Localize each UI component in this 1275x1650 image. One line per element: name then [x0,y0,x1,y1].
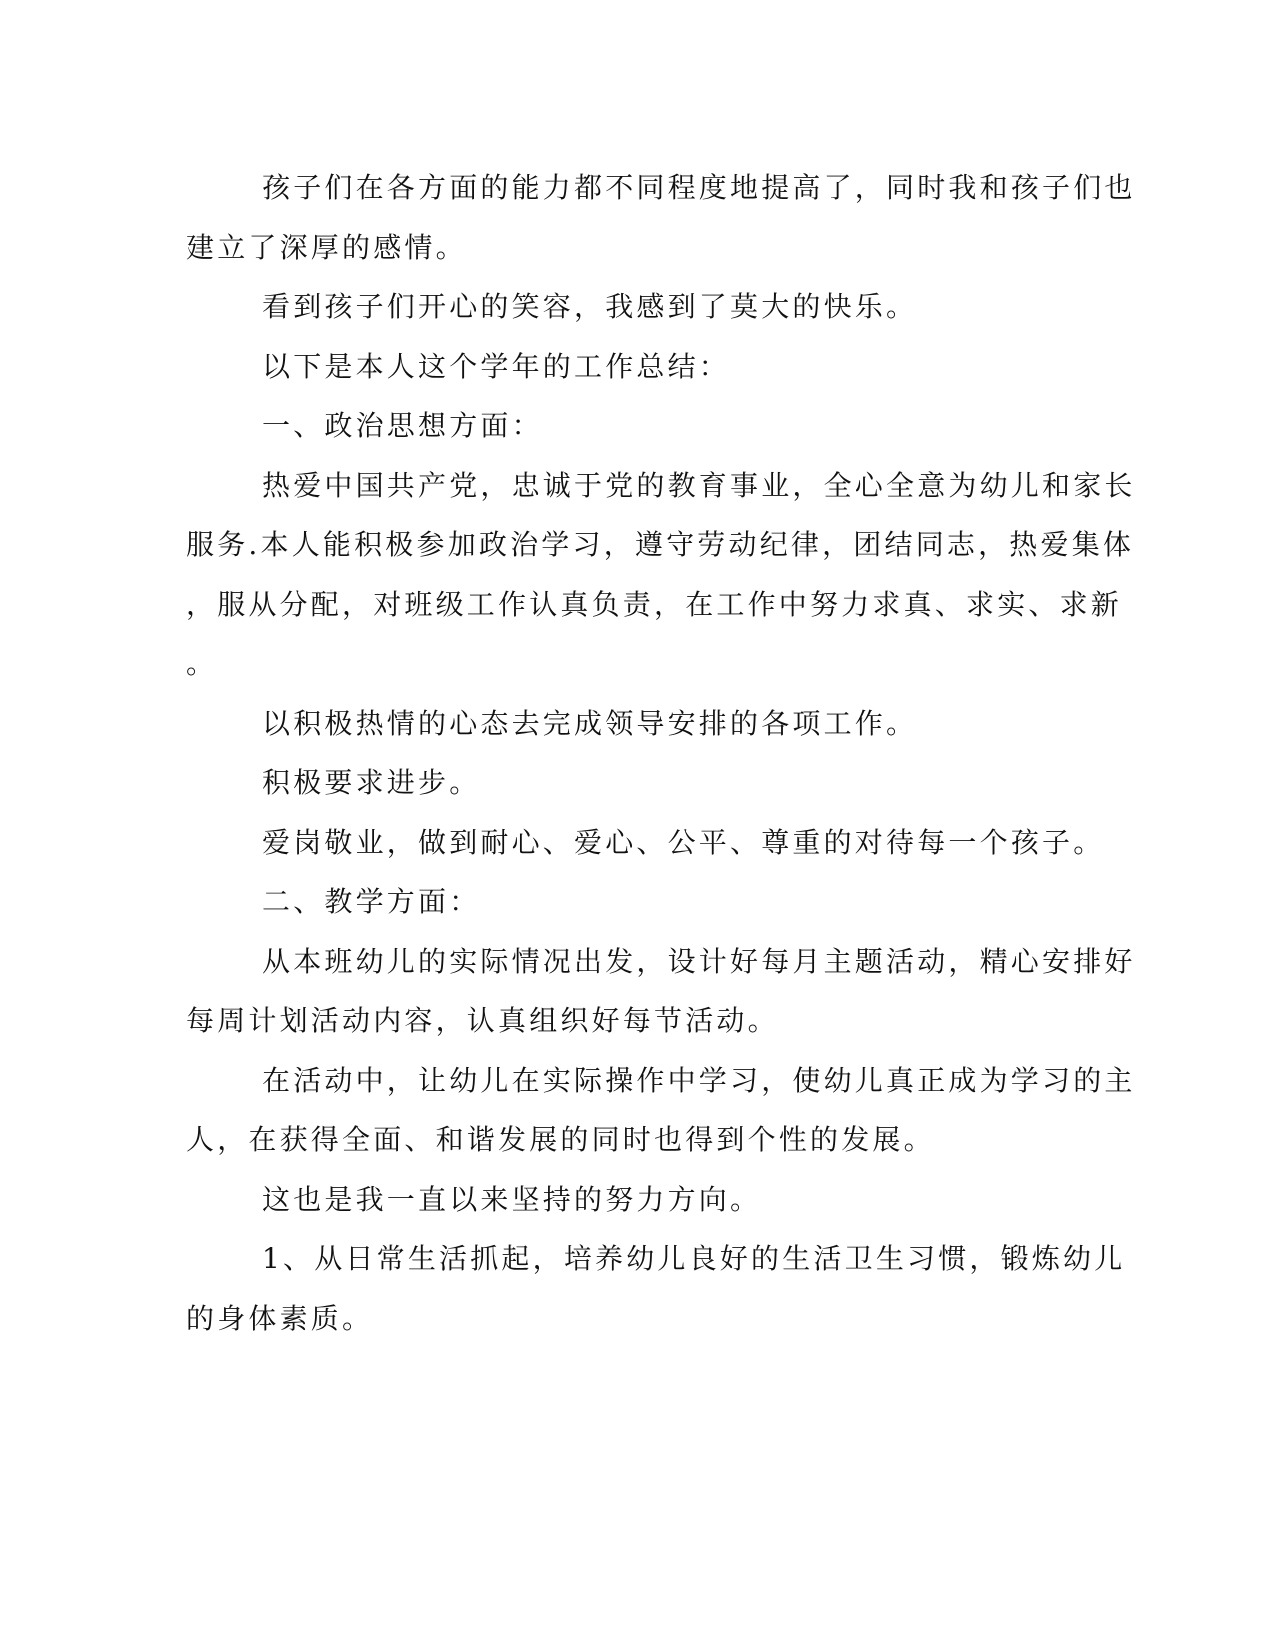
text-line: 爱岗敬业，做到耐心、爱心、公平、尊重的对待每一个孩子。 [262,825,1105,859]
text-line: 建立了深厚的感情。 [186,230,467,264]
text-line: 这也是我一直以来坚持的努力方向。 [262,1182,762,1216]
text-line: 人，在获得全面、和谐发展的同时也得到个性的发展。 [186,1123,935,1156]
text-line: 孩子们在各方面的能力都不同程度地提高了，同时我和孩子们也 [262,171,1136,204]
text-line: 以积极热情的心态去完成领导安排的各项工作。 [262,706,918,740]
text-line: 每周计划活动内容，认真组织好每节活动。 [186,1004,779,1037]
text-line: 服务.本人能积极参加政治学习，遵守劳动纪律，团结同志，热爱集体 [186,528,1135,561]
text-line: 热爱中国共产党，忠诚于党的教育事业，全心全意为幼儿和家长 [262,468,1136,502]
section-heading: 一、政治思想方面： [262,409,543,442]
text-line: 看到孩子们开心的笑容，我感到了莫大的快乐。 [262,290,918,323]
text-line: 的身体素质。 [186,1301,374,1335]
text-line: 。 [186,647,218,680]
text-line: ，服从分配，对班级工作认真负责，在工作中努力求真、求实、求新 [186,587,1123,621]
document-body [186,158,1136,1348]
section-heading: 二、教学方面： [262,885,481,918]
text-line: 1、从日常生活抓起，培养幼儿良好的生活卫生习惯，锻炼幼儿 [262,1242,1126,1275]
text-line: 以下是本人这个学年的工作总结： [262,349,731,383]
text-line: 积极要求进步。 [262,766,481,799]
text-line: 从本班幼儿的实际情况出发，设计好每月主题活动，精心安排好 [262,944,1136,978]
text-line: 在活动中，让幼儿在实际操作中学习，使幼儿真正成为学习的主 [262,1063,1136,1097]
